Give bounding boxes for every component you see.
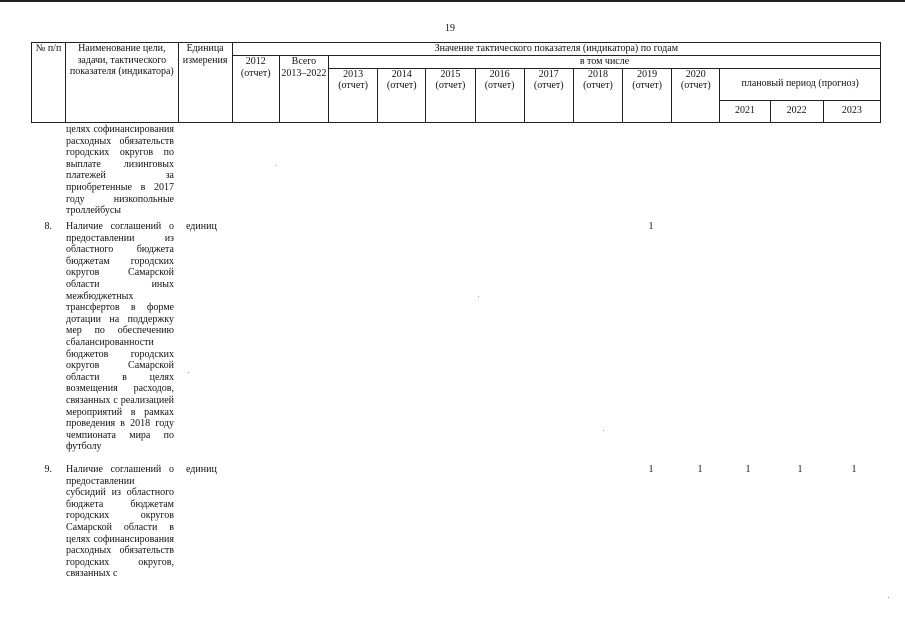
header-year-2014: 2014 (отчет) xyxy=(378,68,426,122)
row-8-value-2019: 1 xyxy=(648,221,654,232)
header-plan-2023: 2023 xyxy=(823,100,880,122)
header-year-2019: 2019 (отчет) xyxy=(623,68,672,122)
header-year-2015: 2015 (отчет) xyxy=(426,68,475,122)
header-values-group: Значение тактического показателя (индикатора) по годам xyxy=(232,43,880,56)
row-9-value-a: 1 xyxy=(648,464,654,475)
row-9-number: 9. xyxy=(44,464,52,475)
scan-speck xyxy=(888,597,889,598)
row-continuation-name: целях софинансирования расходных обязательств городских округов по выплате лизинговых платежей за приобретенные в 2017 году низкопольные троллейбусы xyxy=(66,124,174,217)
page-number: 19 xyxy=(445,23,455,34)
header-plan-period: плановый период (прогноз) xyxy=(720,68,881,100)
scan-speck xyxy=(188,372,189,373)
header-year-2016: 2016 (отчет) xyxy=(475,68,524,122)
scan-speck xyxy=(478,296,479,297)
row-8-unit: единиц xyxy=(186,221,217,232)
row-8-name: Наличие соглашений о предоставлении из областного бюджета бюджетам городских округов Самарской области иных межбюджетных трансфертов в форме дотации на поддержку мер по обеспечению сбалансированности бюджетов городских округов Самарской области в целях возмещения расходов, связанных с реализацией мероприятий в рамках проведения в 2018 году чемпионата мира по футболу xyxy=(66,221,174,453)
header-including: в том числе xyxy=(329,56,881,69)
header-col-2012: 2012 (отчет) xyxy=(232,56,279,123)
row-8-number: 8. xyxy=(44,221,52,232)
row-9-value-b: 1 xyxy=(697,464,703,475)
header-col-total: Всего 2013–2022 xyxy=(279,56,328,123)
indicator-table-header xyxy=(31,42,881,123)
header-col-name: Наименование цели, задачи, тактического показателя (индикатора) xyxy=(66,43,178,123)
scan-speck xyxy=(276,165,277,166)
row-9-value-c: 1 xyxy=(745,464,751,475)
row-9-value-d: 1 xyxy=(797,464,803,475)
header-year-2013: 2013 (отчет) xyxy=(329,68,378,122)
header-year-2020: 2020 (отчет) xyxy=(672,68,720,122)
row-9-name: Наличие соглашений о предоставлении субсидий из областного бюджета бюджетам городских округов Самарской области в целях софинансирования расходных обязательств городских округов, связанных с xyxy=(66,464,174,580)
header-plan-2022: 2022 xyxy=(770,100,823,122)
header-col-unit: Единица измерения xyxy=(178,43,232,123)
scan-speck xyxy=(603,430,604,431)
row-9-unit: единиц xyxy=(186,464,217,475)
top-border-line xyxy=(0,0,905,2)
header-year-2018: 2018 (отчет) xyxy=(573,68,622,122)
header-col-num: № п/п xyxy=(32,43,66,123)
header-year-2017: 2017 (отчет) xyxy=(524,68,573,122)
header-plan-2021: 2021 xyxy=(720,100,770,122)
row-9-value-e: 1 xyxy=(851,464,857,475)
